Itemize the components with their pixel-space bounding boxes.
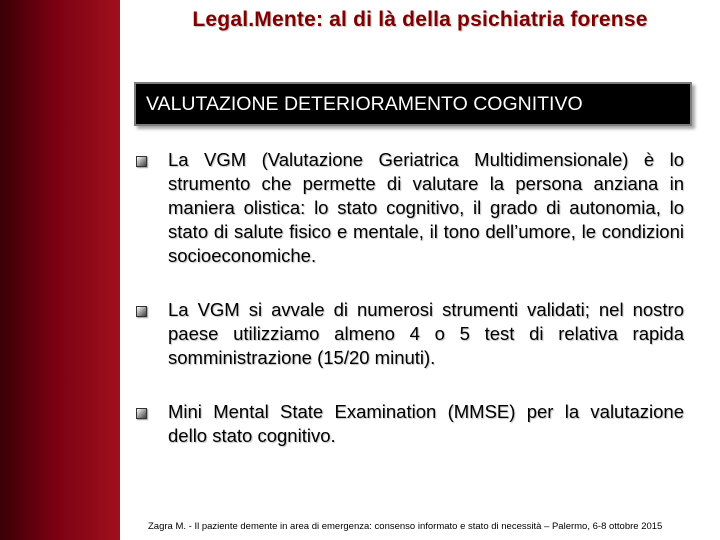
square-bullet-icon — [136, 408, 147, 419]
list-item — [136, 298, 684, 370]
bullet-text: La VGM (Valutazione Geriatrica Multidimensionale) è lo strumento che permette di valutare la persona anziana in maniera olistica: lo stato cognitivo, il grado di autonomia, lo stato di salute fisico e mentale, il tono dell’umore, le condizioni socioeconomiche. — [168, 149, 684, 266]
slide-title: Legal.Mente: al di là della psichiatria forense — [192, 8, 648, 31]
list-item — [136, 400, 684, 448]
bullet-list — [136, 148, 684, 448]
square-bullet-icon — [136, 156, 147, 167]
section-banner-label: VALUTAZIONE DETERIORAMENTO COGNITIVO — [146, 92, 583, 115]
section-banner — [134, 82, 692, 126]
slide-footer: Zagra M. - Il paziente demente in area di emergenza: consenso informato e stato di necessità – Palermo, 6-8 ottobre 2015 — [148, 521, 663, 532]
left-decorative-band — [0, 0, 120, 540]
square-bullet-icon — [136, 306, 147, 317]
list-item — [136, 148, 684, 268]
bullet-text: Mini Mental State Examination (MMSE) per la valutazione dello stato cognitivo. — [168, 401, 684, 446]
bullet-text: La VGM si avvale di numerosi strumenti validati; nel nostro paese utilizziamo almeno 4 o 5 test di relativa rapida somministrazione (15/20 minuti). — [168, 299, 684, 368]
